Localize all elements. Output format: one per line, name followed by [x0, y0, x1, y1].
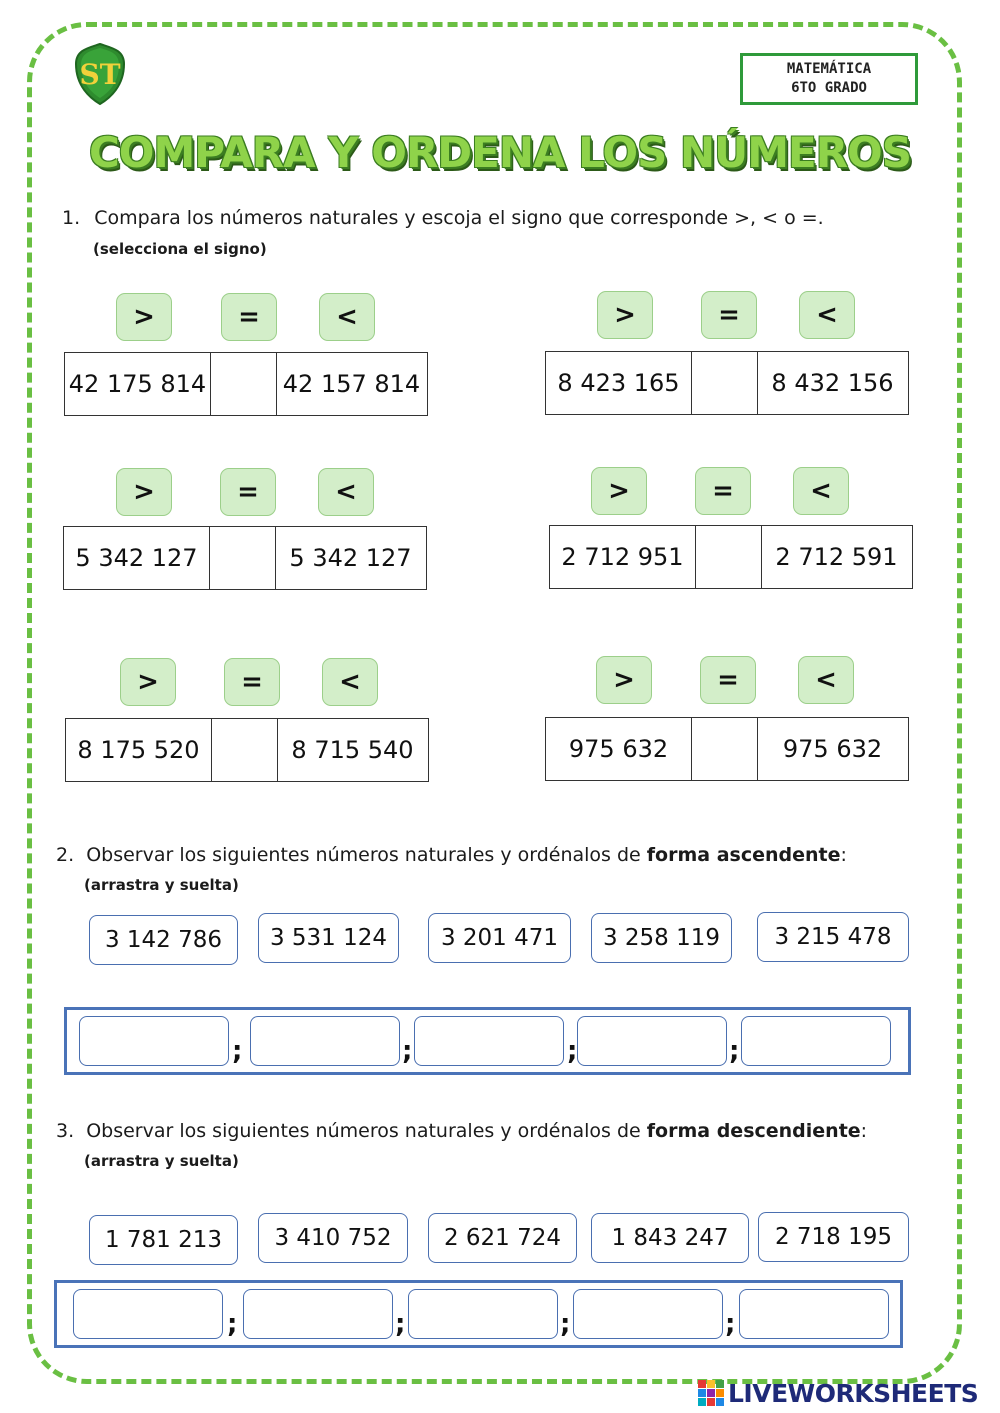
number-tile[interactable]: 3 215 478 [757, 912, 909, 962]
sign-drop-slot[interactable] [209, 527, 276, 589]
comparison-row [65, 718, 429, 782]
right-number: 8 715 540 [291, 736, 414, 764]
equals-button[interactable]: = [701, 291, 757, 339]
right-number: 5 342 127 [289, 544, 412, 572]
subject-box [740, 53, 918, 105]
section3-colon: : [860, 1120, 868, 1142]
comparison-row [64, 352, 428, 416]
less-than-button[interactable]: < [793, 467, 849, 515]
drop-slot[interactable] [414, 1016, 564, 1066]
liveworksheets-brand: LIVEWORKSHEETS [728, 1378, 979, 1408]
right-number: 2 712 591 [775, 543, 898, 571]
sign-drop-slot[interactable] [691, 718, 758, 780]
sign-drop-slot[interactable] [695, 526, 762, 588]
separator: ; [227, 1309, 238, 1339]
greater-than-button[interactable]: > [116, 293, 172, 341]
number-tile[interactable]: 2 718 195 [758, 1212, 909, 1262]
section2-instruction [56, 844, 847, 866]
section1-hint: (selecciona el signo) [93, 240, 267, 258]
right-number: 975 632 [782, 735, 883, 763]
separator: ; [402, 1036, 413, 1066]
section1-number: 1. [62, 207, 81, 229]
right-number: 42 157 814 [282, 370, 421, 398]
separator: ; [725, 1309, 736, 1339]
equals-button[interactable]: = [220, 468, 276, 516]
logo-text: ST [79, 58, 121, 91]
section2-text: Observar los siguientes números naturales y ordénalos de [86, 844, 647, 866]
greater-than-button[interactable]: > [596, 656, 652, 704]
page-title: COMPARA Y ORDENA LOS NÚMEROS [88, 128, 911, 177]
section3-text: Observar los siguientes números naturales y ordénalos de [86, 1120, 647, 1142]
less-than-button[interactable]: < [318, 468, 374, 516]
comparison-row [545, 351, 909, 415]
greater-than-button[interactable]: > [116, 468, 172, 516]
separator: ; [395, 1309, 406, 1339]
drop-slot[interactable] [573, 1289, 723, 1339]
section2-number: 2. [56, 844, 75, 866]
greater-than-button[interactable]: > [120, 658, 176, 706]
subject-label: MATEMÁTICA [786, 61, 872, 77]
comparison-row [63, 526, 427, 590]
comparison-row [549, 525, 913, 589]
left-number: 975 632 [568, 735, 669, 763]
number-tile[interactable]: 2 621 724 [428, 1213, 577, 1263]
drop-slot[interactable] [577, 1016, 727, 1066]
section3-hint: (arrastra y suelta) [84, 1152, 239, 1170]
equals-button[interactable]: = [700, 656, 756, 704]
separator: ; [729, 1036, 740, 1066]
equals-button[interactable]: = [695, 467, 751, 515]
section1-text: Compara los números naturales y escoja el signo que corresponde >, < o =. [94, 207, 824, 229]
left-number: 42 175 814 [68, 370, 207, 398]
section2-hint: (arrastra y suelta) [84, 876, 239, 894]
section1-instruction [62, 207, 824, 229]
school-logo [72, 42, 128, 106]
left-number: 8 423 165 [557, 369, 680, 397]
section3-order-type: forma descendiente [646, 1120, 861, 1142]
sign-drop-slot[interactable] [691, 352, 758, 414]
equals-button[interactable]: = [221, 293, 277, 341]
drop-slot[interactable] [408, 1289, 558, 1339]
less-than-button[interactable]: < [319, 293, 375, 341]
drop-slot[interactable] [741, 1016, 891, 1066]
comparison-row [545, 717, 909, 781]
less-than-button[interactable]: < [322, 658, 378, 706]
ascending-answer-row [64, 1007, 911, 1075]
liveworksheets-logo-icon [698, 1380, 724, 1406]
drop-slot[interactable] [243, 1289, 393, 1339]
grade-label: 6TO GRADO [791, 80, 867, 96]
number-tile[interactable]: 1 843 247 [591, 1213, 749, 1263]
section3-number: 3. [56, 1120, 75, 1142]
descending-answer-row [54, 1280, 903, 1348]
section2-order-type: forma ascendente [646, 844, 841, 866]
drop-slot[interactable] [739, 1289, 889, 1339]
section2-colon: : [840, 844, 847, 866]
right-number: 8 432 156 [771, 369, 894, 397]
liveworksheets-watermark [698, 1378, 978, 1408]
left-number: 2 712 951 [561, 543, 684, 571]
less-than-button[interactable]: < [798, 656, 854, 704]
left-number: 5 342 127 [75, 544, 198, 572]
number-tile[interactable]: 1 781 213 [89, 1215, 238, 1265]
sign-drop-slot[interactable] [210, 353, 277, 415]
number-tile[interactable]: 3 142 786 [89, 915, 238, 965]
drop-slot[interactable] [73, 1289, 223, 1339]
greater-than-button[interactable]: > [597, 291, 653, 339]
number-tile[interactable]: 3 531 124 [258, 913, 399, 963]
left-number: 8 175 520 [77, 736, 200, 764]
number-tile[interactable]: 3 258 119 [591, 913, 732, 963]
section3-instruction [56, 1120, 867, 1142]
drop-slot[interactable] [250, 1016, 400, 1066]
number-tile[interactable]: 3 410 752 [258, 1213, 408, 1263]
separator: ; [232, 1036, 243, 1066]
drop-slot[interactable] [79, 1016, 229, 1066]
equals-button[interactable]: = [224, 658, 280, 706]
number-tile[interactable]: 3 201 471 [428, 913, 571, 963]
sign-drop-slot[interactable] [211, 719, 278, 781]
separator: ; [567, 1036, 578, 1066]
separator: ; [560, 1309, 571, 1339]
less-than-button[interactable]: < [799, 291, 855, 339]
greater-than-button[interactable]: > [591, 467, 647, 515]
